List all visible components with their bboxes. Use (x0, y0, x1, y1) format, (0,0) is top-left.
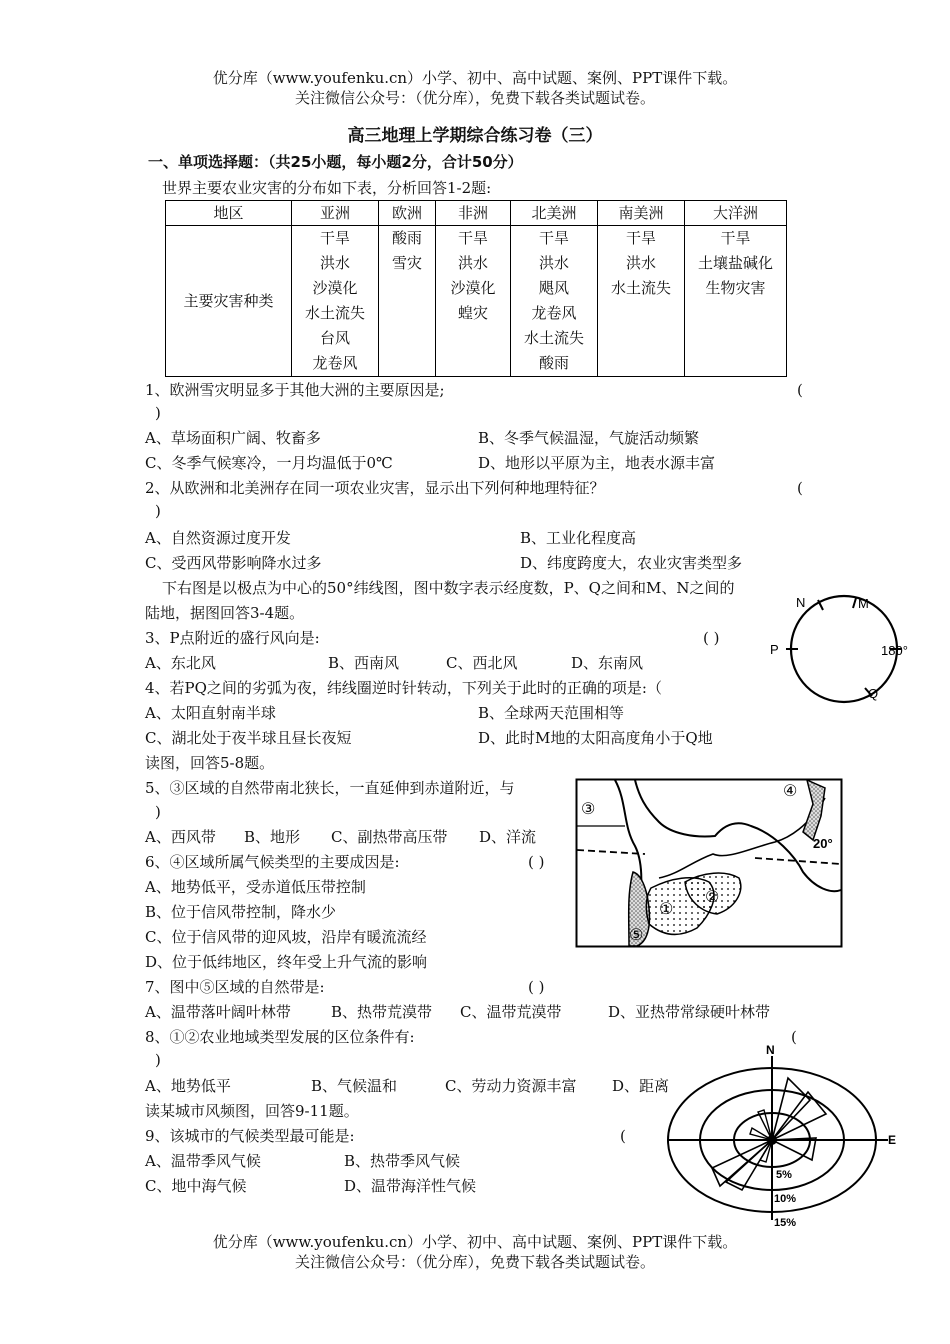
q3-option-a: A、东北风 (145, 654, 216, 672)
intro-3-4-line2: 陆地，据图回答3-4题。 (145, 604, 305, 622)
q6-paren: ( ) (528, 853, 545, 871)
q5-option-c: C、副热带高压带 (331, 828, 448, 846)
map-label-1: ① (659, 899, 674, 918)
q2-option-b: B、工业化程度高 (520, 529, 637, 547)
table-cell-item: 雪灾 (391, 254, 422, 272)
q3-stem: 3、P点附近的盛行风向是: (145, 629, 320, 647)
q8-option-d: D、距离 (612, 1077, 670, 1095)
intro-9-11: 读某城市风频图，回答9-11题。 (145, 1102, 359, 1120)
table-cell-item: 飓风 (538, 279, 569, 297)
q9-option-d: D、温带海洋性气候 (344, 1177, 477, 1195)
q1-paren-open: ( (797, 381, 803, 399)
header-line-1: 优分库（www.youfenku.cn）小学、初中、高中试题、案例、PPT课件下载。 (212, 69, 738, 87)
label-east: E (888, 1133, 897, 1147)
table-row-label: 主要灾害种类 (166, 226, 292, 377)
table-cell-item: 洪水 (538, 254, 569, 272)
footer-line-1: 优分库（www.youfenku.cn）小学、初中、高中试题、案例、PPT课件下载。 (212, 1233, 738, 1251)
table-cell-item: 台风 (319, 329, 350, 347)
q7-option-c: C、温带荒漠带 (460, 1003, 562, 1021)
petal-sw (712, 1140, 772, 1186)
q8-paren-close: ) (155, 1051, 161, 1069)
label-5pct: 5% (776, 1169, 792, 1181)
q3-option-b: B、西南风 (328, 654, 400, 672)
map-frame (577, 780, 842, 947)
table-cell-item: 干旱 (319, 229, 350, 247)
table-intro: 世界主要农业灾害的分布如下表，分析回答1-2题: (162, 179, 492, 197)
q7-stem: 7、图中⑤区域的自然带是: (145, 978, 325, 996)
q8-option-b: B、气候温和 (311, 1077, 398, 1095)
q9-option-a: A、温带季风气候 (145, 1152, 261, 1170)
table-cell-item: 蝗灾 (457, 304, 488, 322)
wind-rose-figure (660, 1042, 905, 1232)
map-label-3-top: ③ (581, 799, 596, 818)
petal-small (750, 1110, 772, 1162)
q4-option-d: D、此时M地的太阳高度角小于Q地 (478, 729, 713, 747)
table-cell-item: 龙卷风 (312, 354, 358, 372)
q6-option-b: B、位于信风带控制，降水少 (145, 903, 337, 921)
table-cell-item: 龙卷风 (531, 304, 577, 322)
label-m: M (858, 596, 869, 611)
q9-option-c: C、地中海气候 (145, 1177, 247, 1195)
q2-option-c: C、受西风带影响降水过多 (145, 554, 322, 572)
q9-stem: 9、该城市的气候类型最可能是: (145, 1127, 355, 1145)
label-p: P (770, 642, 779, 657)
q2-stem: 2、从欧洲和北美洲存在同一项农业灾害，显示出下列何种地理特征？ (145, 479, 605, 497)
label-north: N (766, 1043, 775, 1057)
q3-option-c: C、西北风 (446, 654, 518, 672)
q7-option-d: D、亚热带常绿硬叶林带 (608, 1003, 771, 1021)
q8-paren-open: ( (791, 1028, 797, 1046)
table-cell-europe (379, 226, 436, 377)
q4-option-c: C、湖北处于夜半球且昼长夜短 (145, 729, 352, 747)
q6-option-c: C、位于信风带的迎风坡，沿岸有暖流流经 (145, 928, 427, 946)
section-heading: 一、单项选择题：（共25小题，每小题2分，合计50分） (148, 153, 523, 171)
q4-option-b: B、全球两天范围相等 (478, 704, 625, 722)
page-title: 高三地理上学期综合练习卷（三） (347, 126, 603, 146)
map-label-2: ② (705, 887, 720, 906)
q2-paren-close: ) (155, 502, 161, 520)
table-cell-africa (436, 226, 511, 377)
table-cell-item: 洪水 (319, 254, 350, 272)
label-n: N (796, 595, 806, 610)
intro-3-4-line1: 下右图是以极点为中心的50°纬线图，图中数字表示经度数，P、Q之间和M、N之间的 (162, 579, 735, 597)
q5-option-b: B、地形 (244, 828, 301, 846)
table-cell-north-america (511, 226, 598, 377)
table-cell-item: 沙漠化 (312, 279, 358, 297)
table-cell-asia (292, 226, 379, 377)
table-cell-oceania (685, 226, 787, 377)
table-cell-item: 洪水 (625, 254, 656, 272)
q5-option-d: D、洋流 (479, 828, 537, 846)
q1-paren-close: ) (155, 404, 161, 422)
table-cell-item: 生物灾害 (705, 279, 766, 297)
q1-option-d: D、地形以平原为主，地表水源丰富 (478, 454, 716, 472)
q7-paren: ( ) (528, 978, 545, 996)
q9-paren-open: ( (620, 1127, 626, 1145)
table-cell-south-america (598, 226, 685, 377)
table-cell-item: 干旱 (625, 229, 656, 247)
table-cell-item: 干旱 (720, 229, 751, 247)
table-cell-item: 水土流失 (304, 304, 365, 322)
footer-line-2: 关注微信公众号：（优分库），免费下载各类试题试卷。 (294, 1253, 655, 1271)
q2-option-d: D、纬度跨度大，农业灾害类型多 (520, 554, 743, 572)
q1-stem: 1、欧洲雪灾明显多于其他大洲的主要原因是; (145, 381, 445, 399)
disaster-table (165, 200, 787, 377)
map-label-4: ④ (783, 781, 798, 800)
table-header-asia: 亚洲 (292, 201, 379, 226)
q5-paren-close: ) (155, 803, 161, 821)
q7-option-a: A、温带落叶阔叶林带 (145, 1003, 291, 1021)
region-map-figure (575, 778, 843, 948)
q1-option-b: B、冬季气候温湿，气旋活动频繁 (478, 429, 700, 447)
petal-ne (772, 1092, 826, 1140)
q9-option-b: B、热带季风气候 (344, 1152, 461, 1170)
q3-option-d: D、东南风 (571, 654, 644, 672)
header-line-2: 关注微信公众号：（优分库），免费下载各类试题试卷。 (294, 89, 655, 107)
table-header-region: 地区 (166, 201, 292, 226)
q1-option-c: C、冬季气候寒冷，一月均温低于0℃ (145, 454, 393, 472)
intro-5-8: 读图，回答5-8题。 (145, 754, 275, 772)
q2-paren-open: ( (797, 479, 803, 497)
table-cell-item: 酸雨 (538, 354, 569, 372)
q6-option-a: A、地势低平，受赤道低压带控制 (145, 878, 366, 896)
table-cell-item: 干旱 (538, 229, 569, 247)
label-10pct: 10% (774, 1193, 797, 1205)
q5-option-a: A、西风带 (145, 828, 216, 846)
rose-center (767, 1135, 777, 1145)
q6-stem: 6、④区域所属气候类型的主要成因是: (145, 853, 400, 871)
table-header-oceania: 大洋洲 (685, 201, 787, 226)
table-header-africa: 非洲 (436, 201, 511, 226)
table-header-north-america: 北美洲 (511, 201, 598, 226)
label-180: 180° (881, 643, 908, 658)
label-q: Q (868, 686, 879, 701)
q4-stem: 4、若PQ之间的劣弧为夜，纬线圈逆时针转动，下列关于此时的正确的项是:（ (145, 679, 662, 697)
q8-option-c: C、劳动力资源丰富 (445, 1077, 577, 1095)
q2-option-a: A、自然资源过度开发 (145, 529, 291, 547)
latitude-circle-figure (760, 592, 920, 708)
table-cell-item: 洪水 (457, 254, 488, 272)
map-label-5: ⑤ (629, 925, 644, 944)
table-cell-item: 水土流失 (610, 279, 671, 297)
q3-paren: ( ) (703, 629, 720, 647)
table-cell-item: 沙漠化 (450, 279, 496, 297)
table-header-south-america: 南美洲 (598, 201, 685, 226)
q1-option-a: A、草场面积广阔、牧畜多 (145, 429, 321, 447)
table-header-europe: 欧洲 (379, 201, 436, 226)
table-cell-item: 干旱 (457, 229, 488, 247)
label-15pct: 15% (774, 1217, 797, 1229)
q6-option-d: D、位于低纬地区，终年受上升气流的影响 (145, 953, 428, 971)
table-cell-item: 土壤盐碱化 (697, 254, 773, 272)
q4-option-a: A、太阳直射南半球 (145, 704, 276, 722)
table-cell-item: 水土流失 (523, 329, 584, 347)
q8-stem: 8、①②农业地域类型发展的区位条件有: (145, 1028, 415, 1046)
map-label-20: 20° (813, 836, 833, 851)
q8-option-a: A、地势低平 (145, 1077, 231, 1095)
q7-option-b: B、热带荒漠带 (331, 1003, 433, 1021)
q5-stem: 5、③区域的自然带南北狭长，一直延伸到赤道附近，与 (145, 779, 515, 797)
table-cell-item: 酸雨 (391, 229, 422, 247)
